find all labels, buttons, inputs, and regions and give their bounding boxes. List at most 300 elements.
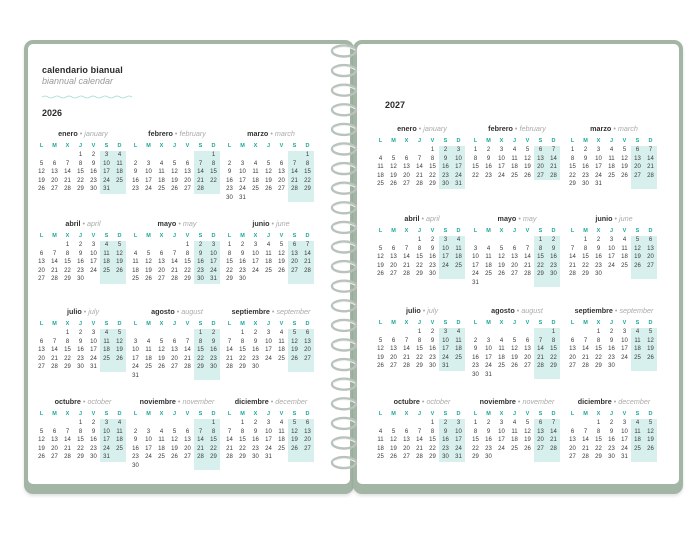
day-cell: 24	[132, 364, 139, 370]
day-cell: 10	[265, 338, 272, 345]
day-cell: 1	[240, 330, 245, 336]
day-cell: 8	[570, 155, 575, 162]
day-cell: 28	[64, 454, 71, 460]
month-name-es: febrero	[488, 124, 513, 133]
weekday-header: L	[39, 233, 44, 239]
day-cell: 1	[583, 237, 588, 243]
empty-day-cell	[534, 453, 547, 462]
day-cell: 4	[609, 147, 614, 153]
weekday-header: D	[551, 320, 556, 326]
day-cell: 22	[569, 172, 576, 179]
day-cell: 24	[498, 172, 505, 179]
empty-day-cell	[142, 329, 155, 338]
day-cell: 18	[113, 168, 126, 177]
day-cell: 3	[622, 420, 627, 426]
day-cell: 24	[100, 177, 113, 186]
weekday-header: V	[525, 138, 530, 144]
weekday-header: D	[211, 411, 216, 417]
month-name	[374, 396, 470, 407]
separator-dot-icon: •	[612, 214, 620, 223]
day-cell: 16	[132, 445, 139, 452]
weekday-header: X	[159, 411, 164, 417]
day-cell: 27	[644, 262, 657, 271]
weekday-header: V	[91, 143, 96, 149]
day-cell: 4	[159, 428, 164, 435]
day-cell: 22	[301, 177, 314, 186]
day-cell: 13	[38, 347, 45, 353]
day-cell: 12	[265, 169, 272, 175]
weekday-header: V	[622, 320, 627, 326]
day-cell: 15	[226, 259, 233, 265]
weekday-header: J	[417, 320, 422, 326]
day-cell: 30	[472, 371, 479, 378]
empty-day-cell	[181, 372, 194, 381]
day-cell: 12	[511, 346, 518, 352]
separator-dot-icon: •	[268, 397, 276, 406]
day-cell: 23	[77, 355, 84, 362]
day-cell: 11	[511, 428, 518, 435]
month-september-2026	[223, 306, 319, 372]
empty-day-cell	[181, 329, 194, 338]
empty-day-cell	[155, 419, 168, 428]
empty-day-cell	[631, 270, 644, 279]
day-cell: 29	[595, 454, 602, 460]
weekday-header: M	[486, 411, 491, 417]
day-cell: 12	[145, 259, 152, 265]
day-cell: 9	[547, 245, 560, 254]
month-name-en: september	[619, 306, 654, 315]
empty-day-cell	[48, 241, 61, 250]
day-cell: 5	[288, 419, 301, 428]
day-cell: 13	[403, 164, 410, 170]
day-cell: 14	[51, 259, 58, 265]
day-cell: 30	[547, 270, 560, 279]
day-cell: 10	[100, 160, 113, 169]
month-name	[35, 306, 131, 317]
month-name-en: december	[618, 397, 651, 406]
empty-day-cell	[618, 270, 631, 279]
day-cell: 18	[113, 436, 126, 445]
empty-day-cell	[35, 241, 48, 250]
day-cell: 13	[184, 437, 191, 443]
empty-day-cell	[275, 275, 288, 284]
day-cell: 3	[146, 428, 151, 435]
day-cell: 9	[609, 337, 614, 344]
day-cell: 6	[52, 428, 57, 435]
month-name	[129, 306, 225, 317]
day-cell: 7	[583, 428, 588, 435]
day-cell: 28	[184, 364, 191, 370]
day-cell: 6	[39, 338, 44, 345]
day-cell: 15	[207, 436, 220, 445]
day-cell: 30	[90, 454, 97, 460]
day-cell: 15	[547, 345, 560, 354]
month-name	[469, 123, 565, 134]
day-grid	[223, 142, 319, 202]
day-cell: 2	[609, 329, 614, 335]
day-cell: 17	[145, 445, 152, 452]
day-cell: 18	[485, 262, 492, 269]
day-cell: 20	[288, 258, 301, 267]
day-cell: 13	[51, 437, 58, 443]
day-cell: 18	[377, 172, 384, 179]
weekday-header: V	[91, 233, 96, 239]
day-cell: 24	[100, 445, 113, 454]
day-cell: 27	[524, 363, 531, 369]
day-cell: 19	[171, 177, 178, 184]
day-cell: 25	[265, 267, 272, 274]
empty-day-cell	[387, 328, 400, 337]
weekday-header: V	[430, 320, 435, 326]
day-cell: 12	[377, 346, 384, 352]
day-cell: 8	[65, 338, 70, 345]
day-cell: 7	[583, 337, 588, 344]
day-cell: 16	[252, 437, 259, 443]
weekday-header: L	[378, 138, 383, 144]
day-cell: 29	[207, 453, 220, 462]
day-cell: 16	[429, 254, 436, 260]
empty-day-cell	[301, 275, 314, 284]
day-cell: 13	[511, 254, 518, 260]
day-cell: 22	[595, 445, 602, 452]
day-cell: 26	[38, 186, 45, 192]
empty-day-cell	[207, 372, 220, 381]
day-cell: 13	[644, 245, 657, 254]
day-cell: 15	[184, 259, 191, 265]
day-cell: 12	[113, 338, 126, 347]
weekday-header: X	[159, 321, 164, 327]
weekday-header: M	[391, 138, 396, 144]
day-cell: 19	[278, 259, 285, 265]
day-cell: 21	[524, 262, 531, 269]
day-cell: 10	[498, 155, 505, 162]
day-cell: 10	[145, 437, 152, 443]
weekday-header: M	[240, 321, 245, 327]
day-cell: 26	[390, 454, 397, 460]
empty-day-cell	[469, 236, 482, 245]
day-cell: 10	[452, 428, 465, 437]
month-name-es: septiembre	[574, 306, 613, 315]
empty-day-cell	[142, 419, 155, 428]
weekday-header: X	[65, 321, 70, 327]
empty-day-cell	[223, 419, 236, 428]
day-cell: 24	[252, 267, 259, 274]
empty-day-cell	[400, 236, 413, 245]
day-cell: 5	[631, 236, 644, 245]
empty-day-cell	[288, 194, 301, 203]
day-cell: 20	[38, 267, 45, 274]
empty-day-cell	[495, 328, 508, 337]
day-cell: 20	[390, 354, 397, 361]
month-october-2027	[374, 396, 470, 462]
day-cell: 15	[472, 164, 479, 170]
day-cell: 16	[252, 347, 259, 353]
empty-day-cell	[236, 151, 249, 160]
day-cell: 31	[100, 185, 113, 194]
weekday-header: X	[499, 138, 504, 144]
day-cell: 27	[38, 276, 45, 282]
day-cell: 29	[429, 181, 436, 187]
day-cell: 8	[583, 245, 588, 252]
day-cell: 4	[452, 236, 465, 245]
day-cell: 26	[390, 181, 397, 187]
day-cell: 26	[158, 364, 165, 370]
day-cell: 8	[301, 160, 314, 169]
day-cell: 16	[485, 437, 492, 443]
month-name-es: marzo	[590, 124, 612, 133]
empty-day-cell	[275, 363, 288, 372]
day-cell: 3	[622, 329, 627, 335]
day-cell: 23	[439, 172, 452, 181]
day-cell: 7	[288, 160, 301, 169]
empty-day-cell	[207, 185, 220, 194]
day-cell: 15	[77, 437, 84, 443]
empty-day-cell	[579, 328, 592, 337]
day-cell: 28	[288, 185, 301, 194]
day-cell: 1	[417, 329, 422, 335]
day-cell: 14	[644, 155, 657, 164]
day-cell: 15	[207, 168, 220, 177]
day-cell: 4	[631, 328, 644, 337]
empty-day-cell	[534, 328, 547, 337]
day-cell: 9	[194, 250, 207, 259]
day-cell: 10	[207, 250, 220, 259]
day-grid	[566, 137, 662, 189]
day-cell: 1	[227, 242, 232, 248]
empty-day-cell	[262, 275, 275, 284]
month-name	[223, 128, 319, 139]
day-cell: 24	[207, 267, 220, 276]
day-cell: 20	[631, 163, 644, 172]
day-grid	[566, 410, 662, 462]
weekday-header: S	[104, 321, 109, 327]
day-cell: 10	[452, 155, 465, 164]
day-cell: 21	[416, 445, 423, 452]
day-cell: 20	[511, 262, 518, 269]
day-cell: 22	[429, 445, 436, 452]
day-cell: 28	[226, 454, 233, 460]
day-cell: 14	[403, 346, 410, 352]
day-cell: 7	[417, 428, 422, 435]
day-cell: 19	[644, 436, 657, 445]
day-cell: 26	[171, 186, 178, 192]
empty-day-cell	[275, 194, 288, 203]
weekday-header: D	[211, 233, 216, 239]
day-cell: 12	[377, 254, 384, 260]
day-cell: 1	[207, 419, 220, 428]
day-cell: 10	[265, 428, 272, 435]
day-cell: 26	[288, 445, 301, 454]
weekday-header: L	[378, 228, 383, 234]
day-cell: 29	[77, 186, 84, 192]
month-name-en: january	[84, 129, 108, 138]
month-name	[469, 396, 565, 407]
weekday-header: V	[622, 411, 627, 417]
day-cell: 29	[194, 363, 207, 372]
day-grid	[129, 410, 225, 470]
empty-day-cell	[168, 329, 181, 338]
separator-dot-icon: •	[269, 219, 277, 228]
day-cell: 11	[265, 250, 272, 257]
day-cell: 31	[207, 275, 220, 284]
day-cell: 15	[416, 346, 423, 352]
empty-day-cell	[113, 275, 126, 284]
day-cell: 3	[146, 160, 151, 167]
day-cell: 20	[38, 355, 45, 362]
day-grid	[35, 232, 131, 284]
month-name	[129, 396, 225, 407]
day-cell: 17	[90, 347, 97, 353]
weekday-header: S	[292, 233, 297, 239]
day-cell: 10	[100, 428, 113, 437]
weekday-header: L	[227, 411, 232, 417]
empty-day-cell	[374, 146, 387, 155]
weekday-header: D	[456, 320, 461, 326]
day-cell: 31	[100, 453, 113, 462]
day-cell: 12	[390, 164, 397, 170]
weekday-header: S	[292, 321, 297, 327]
weekday-header: D	[117, 233, 122, 239]
day-cell: 17	[608, 254, 615, 260]
day-cell: 16	[439, 163, 452, 172]
day-cell: 2	[253, 420, 258, 426]
month-name-es: septiembre	[231, 307, 270, 316]
day-cell: 27	[278, 186, 285, 192]
day-cell: 3	[133, 338, 138, 345]
day-cell: 9	[207, 338, 220, 347]
month-name	[223, 306, 319, 317]
day-cell: 5	[391, 155, 396, 162]
day-cell: 30	[226, 194, 233, 201]
weekday-header: D	[551, 138, 556, 144]
empty-day-cell	[61, 419, 74, 428]
day-cell: 19	[38, 445, 45, 452]
day-cell: 24	[90, 355, 97, 362]
day-cell: 1	[185, 242, 190, 248]
weekday-header: L	[570, 411, 575, 417]
day-grid	[35, 410, 131, 462]
weekday-header: X	[596, 411, 601, 417]
weekday-header: D	[456, 411, 461, 417]
month-name	[566, 305, 662, 316]
empty-day-cell	[249, 151, 262, 160]
day-cell: 18	[158, 177, 165, 184]
day-cell: 11	[608, 155, 615, 162]
day-cell: 6	[159, 250, 164, 257]
day-cell: 14	[171, 259, 178, 265]
day-cell: 22	[547, 354, 560, 363]
day-cell: 28	[416, 181, 423, 187]
day-cell: 29	[582, 271, 589, 277]
day-cell: 4	[512, 147, 517, 153]
day-cell: 18	[278, 347, 285, 353]
weekday-header: S	[538, 228, 543, 234]
weekday-header: L	[39, 143, 44, 149]
day-cell: 23	[252, 445, 259, 452]
day-cell: 30	[485, 454, 492, 460]
empty-day-cell	[482, 236, 495, 245]
day-cell: 19	[145, 267, 152, 274]
day-cell: 21	[184, 355, 191, 362]
month-july-2026	[35, 306, 131, 372]
weekday-header: M	[486, 320, 491, 326]
month-april-2027	[374, 213, 470, 279]
day-cell: 16	[132, 177, 139, 184]
day-cell: 16	[77, 347, 84, 353]
weekday-header: L	[39, 411, 44, 417]
day-cell: 24	[498, 445, 505, 452]
day-cell: 2	[547, 236, 560, 245]
day-cell: 28	[547, 172, 560, 181]
day-cell: 29	[595, 363, 602, 369]
day-cell: 13	[524, 346, 531, 352]
day-cell: 3	[452, 146, 465, 155]
day-cell: 18	[631, 436, 644, 445]
day-cell: 13	[278, 169, 285, 175]
month-name-en: november	[522, 397, 555, 406]
weekday-header: X	[65, 143, 70, 149]
empty-day-cell	[181, 419, 194, 428]
day-cell: 30	[439, 453, 452, 462]
empty-day-cell	[155, 241, 168, 250]
weekday-header: J	[172, 411, 177, 417]
day-cell: 11	[498, 346, 505, 352]
day-cell: 8	[194, 338, 207, 347]
day-cell: 24	[90, 267, 97, 274]
weekday-header: S	[443, 411, 448, 417]
weekday-header: S	[538, 411, 543, 417]
month-april-2026	[35, 218, 131, 284]
day-cell: 21	[64, 445, 71, 452]
weekday-header: J	[417, 411, 422, 417]
day-cell: 20	[403, 445, 410, 452]
day-cell: 28	[547, 445, 560, 454]
day-cell: 12	[288, 428, 301, 437]
day-cell: 8	[417, 337, 422, 344]
day-cell: 6	[301, 329, 314, 338]
day-cell: 23	[429, 262, 436, 269]
day-cell: 15	[595, 346, 602, 352]
empty-day-cell	[275, 151, 288, 160]
day-cell: 21	[194, 445, 207, 454]
day-cell: 25	[511, 445, 518, 452]
day-cell: 22	[77, 177, 84, 184]
empty-day-cell	[223, 151, 236, 160]
weekday-header: S	[635, 228, 640, 234]
day-cell: 12	[644, 337, 657, 346]
day-cell: 29	[226, 276, 233, 282]
weekday-header: S	[292, 411, 297, 417]
empty-day-cell	[262, 363, 275, 372]
day-cell: 8	[596, 337, 601, 344]
weekday-header: V	[185, 143, 190, 149]
day-cell: 3	[266, 330, 271, 336]
month-name	[129, 128, 225, 139]
empty-day-cell	[249, 194, 262, 203]
day-cell: 20	[569, 445, 576, 452]
day-cell: 2	[430, 329, 435, 335]
day-cell: 25	[377, 181, 384, 187]
day-cell: 19	[265, 177, 272, 184]
day-cell: 20	[644, 253, 657, 262]
empty-day-cell	[521, 279, 534, 288]
day-cell: 30	[77, 276, 84, 282]
day-cell: 26	[511, 363, 518, 369]
day-cell: 4	[159, 160, 164, 167]
day-cell: 26	[38, 454, 45, 460]
day-cell: 4	[631, 419, 644, 428]
day-cell: 30	[194, 275, 207, 284]
